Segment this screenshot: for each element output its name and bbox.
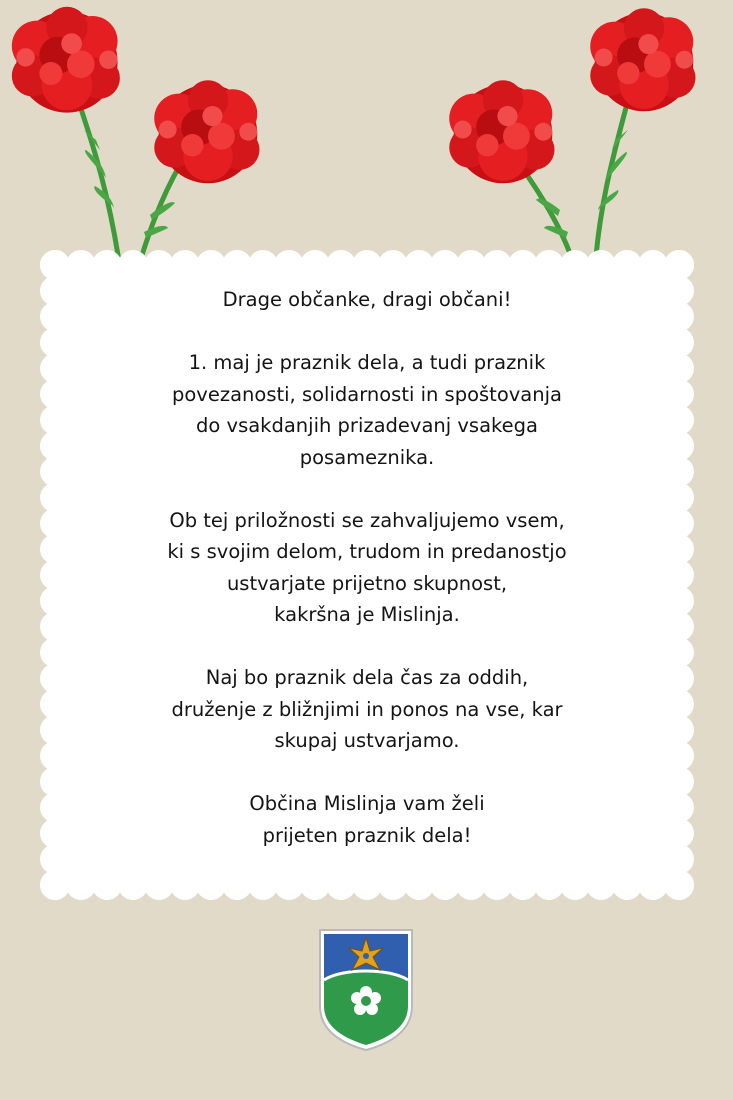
text-line: Naj bo praznik dela čas za oddih, — [205, 666, 529, 689]
text-line: posameznika. — [299, 445, 435, 469]
text-line: Občina Mislinja vam želi — [249, 792, 485, 815]
closing — [70, 788, 664, 851]
coat-of-arms-icon — [318, 928, 414, 1053]
greeting-message — [70, 284, 664, 851]
text-line: skupaj ustvarjamo. — [274, 729, 460, 752]
text-line: povezanosti, solidarnosti in spoštovanja — [172, 382, 562, 406]
text-line: ustvarjate prijetno skupnost, — [226, 571, 508, 595]
carnation-icon — [590, 8, 695, 111]
text-line: Ob tej priložnosti se zahvaljujemo vsem, — [169, 508, 565, 532]
carnation-icon — [12, 7, 120, 113]
carnation-icon — [154, 80, 259, 183]
text-line: ki s svojim delom, trudom in predanostjo — [167, 540, 567, 563]
paragraph-3 — [70, 662, 664, 757]
text-line: kakršna je Mislinja. — [274, 603, 460, 626]
text-line: druženje z bližnjimi in ponos na vse, kar — [171, 697, 563, 721]
paragraph-2 — [70, 505, 664, 631]
salutation — [70, 284, 664, 316]
text-line: prijeten praznik dela! — [262, 823, 472, 847]
carnation-icon — [449, 80, 554, 183]
salutation-line: Drage občanke, dragi občani! — [222, 288, 512, 311]
text-line: do vsakdanjih prizadevanj vsakega — [196, 414, 538, 437]
paragraph-1 — [70, 347, 664, 473]
text-line: 1. maj je praznik dela, a tudi praznik — [188, 351, 546, 374]
